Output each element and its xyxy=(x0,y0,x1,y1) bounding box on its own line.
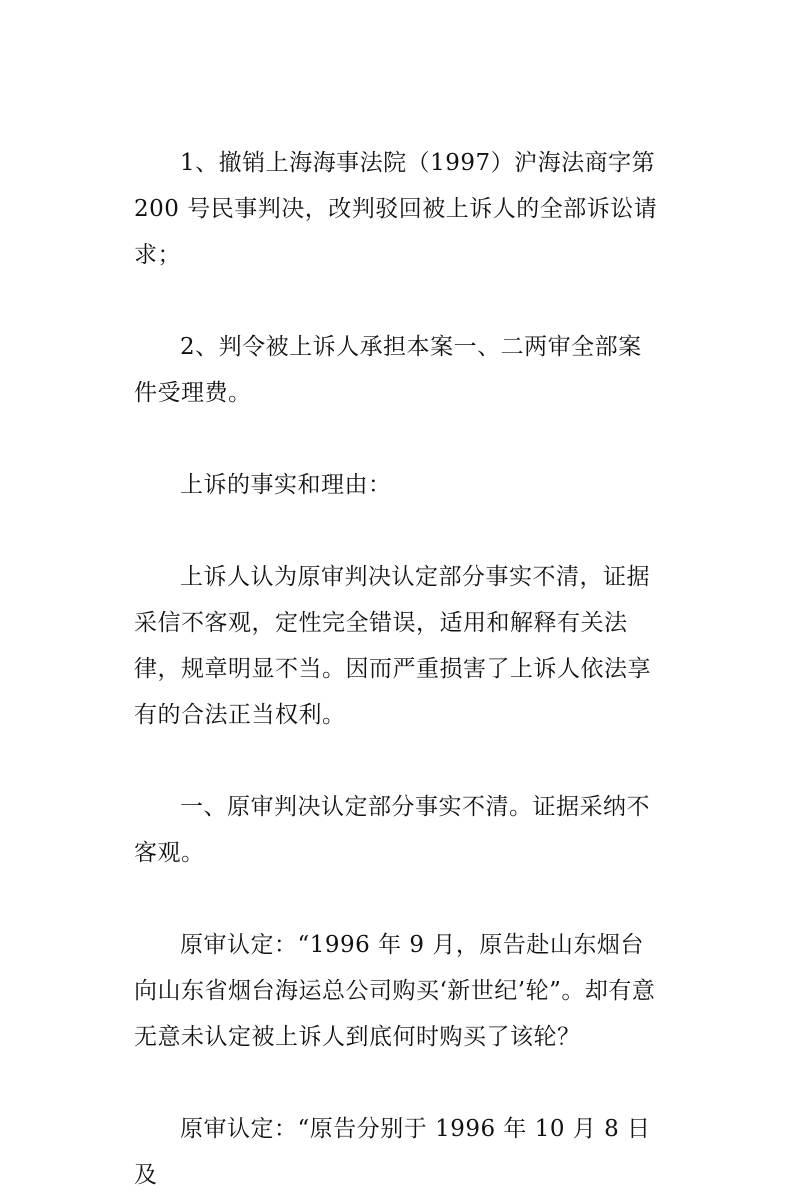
document-body xyxy=(134,140,664,1198)
paragraph-2: 2、判令被上诉人承担本案一、二两审全部案件受理费。 xyxy=(134,334,642,406)
paragraph-4: 上诉人认为原审判决认定部分事实不清，证据采信不客观，定性完全错误，适用和解释有关法律，规章明显不当。因而严重损害了上诉人依法享有的合法正当权利。 xyxy=(134,564,651,728)
paragraph-3: 上诉的事实和理由： xyxy=(180,472,392,498)
paragraph-7: 原审认定：“原告分别于 1996 年 10 月 8 日及 xyxy=(134,1116,651,1188)
paragraph-6: 原审认定：“1996 年 9 月，原告赴山东烟台向山东省烟台海运总公司购买‘新世纪’轮”。却有意无意未认定被上诉人到底何时购买了该轮？ xyxy=(134,932,656,1050)
paragraph-5: 一、原审判决认定部分事实不清。证据采纳不客观。 xyxy=(134,794,650,866)
paragraph-1: 1、撤销上海海事法院（1997）沪海法商字第 200 号民事判决，改判驳回被上诉人的全部诉讼请求； xyxy=(134,150,663,268)
